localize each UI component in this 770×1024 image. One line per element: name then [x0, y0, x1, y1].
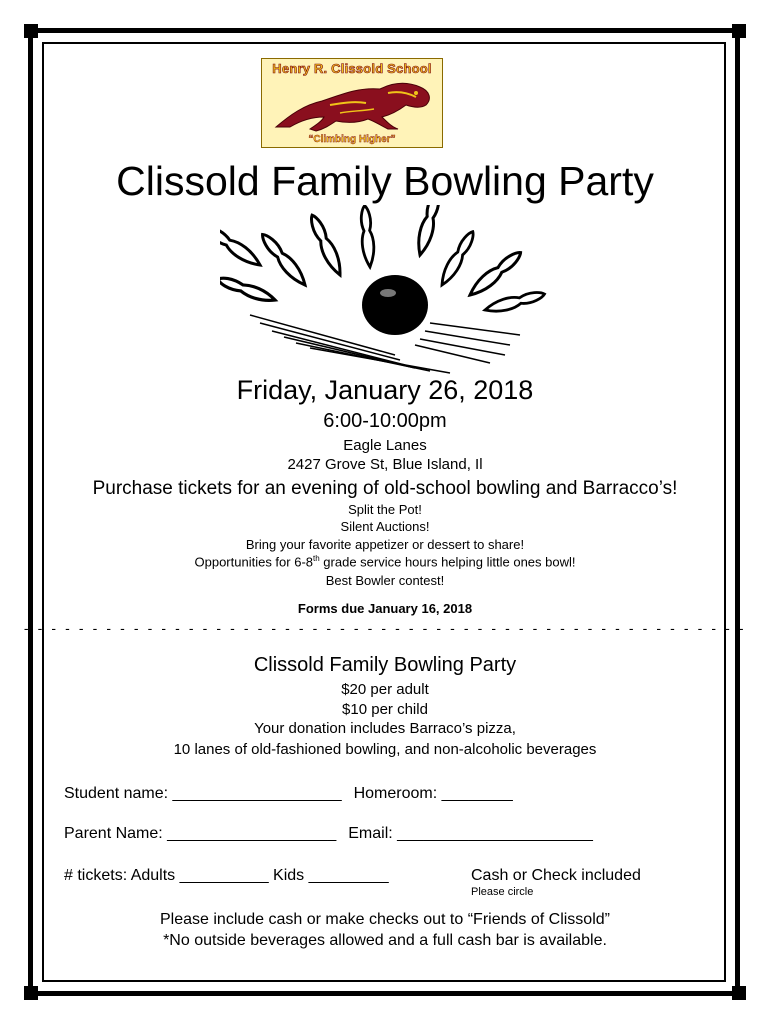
logo-motto: “Climbing Higher”	[308, 134, 396, 145]
homeroom-field[interactable]: Homeroom: ________	[353, 785, 513, 802]
bowling-pin-icon	[258, 231, 310, 289]
bowling-pin-icon	[437, 229, 478, 288]
border-corner	[24, 986, 38, 1000]
feature-item: Bring your favorite appetizer or dessert to share!	[245, 537, 525, 552]
page-title: Clissold Family Bowling Party	[116, 158, 654, 204]
payment-method-option[interactable]: Cash or Check included	[471, 867, 641, 884]
payment-instructions: Please include cash or make checks out to “Friends of Clissold”	[160, 911, 610, 928]
bowling-pin-icon	[484, 289, 546, 316]
feature-item: Silent Auctions!	[340, 519, 430, 534]
bowling-pin-icon	[307, 213, 346, 278]
logo-school-name: Henry R. Clissold School	[272, 61, 432, 76]
please-circle-note: Please circle	[471, 886, 534, 898]
forms-due: Forms due January 16, 2018	[297, 601, 473, 616]
email-field[interactable]: Email: ______________________	[348, 825, 593, 842]
best-bowler-line: Best Bowler contest!	[325, 573, 445, 588]
event-address: 2427 Grove St, Blue Island, Il	[287, 456, 483, 473]
event-venue: Eagle Lanes	[343, 437, 427, 454]
bowling-pin-icon	[220, 222, 263, 270]
bowling-pins-illustration	[220, 205, 550, 375]
service-hours-text: Opportunities for 6-8	[194, 554, 314, 570]
donation-line: Your donation includes Barraco’s pizza,	[254, 720, 516, 737]
bowling-pin-icon	[220, 274, 277, 305]
event-time: 6:00-10:00pm	[323, 410, 447, 432]
event-date: Friday, January 26, 2018	[236, 375, 534, 405]
bowling-pin-icon	[414, 205, 443, 257]
purchase-tagline: Purchase tickets for an evening of old-school bowling and Barracco’s!	[92, 478, 678, 499]
bowling-pin-icon	[359, 205, 376, 267]
panther-icon	[270, 75, 436, 133]
border-corner	[24, 24, 38, 38]
ordinal-suffix: th	[313, 554, 320, 563]
student-name-field[interactable]: Student name: ___________________	[64, 785, 342, 802]
bowling-pin-icon	[466, 248, 524, 300]
parent-row	[64, 825, 593, 843]
service-hours-line	[0, 554, 770, 569]
form-title: Clissold Family Bowling Party	[253, 654, 517, 676]
beverage-notice: *No outside beverages allowed and a full cash bar is available.	[163, 932, 607, 949]
price-child: $10 per child	[342, 701, 428, 718]
student-row	[64, 785, 513, 803]
parent-name-field[interactable]: Parent Name: ___________________	[64, 825, 337, 842]
border-corner	[732, 986, 746, 1000]
border-corner	[732, 24, 746, 38]
price-adult: $20 per adult	[341, 681, 429, 698]
cut-line: - - - - - - - - - - - - - - - - - - - - - - - - - - - - - - - - - - - - - - - - - - - - - - - - - - - - -	[23, 620, 747, 636]
donation-line: 10 lanes of old-fashioned bowling, and non-alcoholic beverages	[173, 741, 597, 758]
bowling-ball-icon	[362, 275, 428, 335]
tickets-field[interactable]: # tickets: Adults __________ Kids _________	[64, 867, 389, 884]
service-hours-text-end: grade service hours helping little ones bowl!	[319, 554, 576, 570]
school-logo	[261, 58, 443, 148]
feature-item: Split the Pot!	[348, 502, 422, 517]
